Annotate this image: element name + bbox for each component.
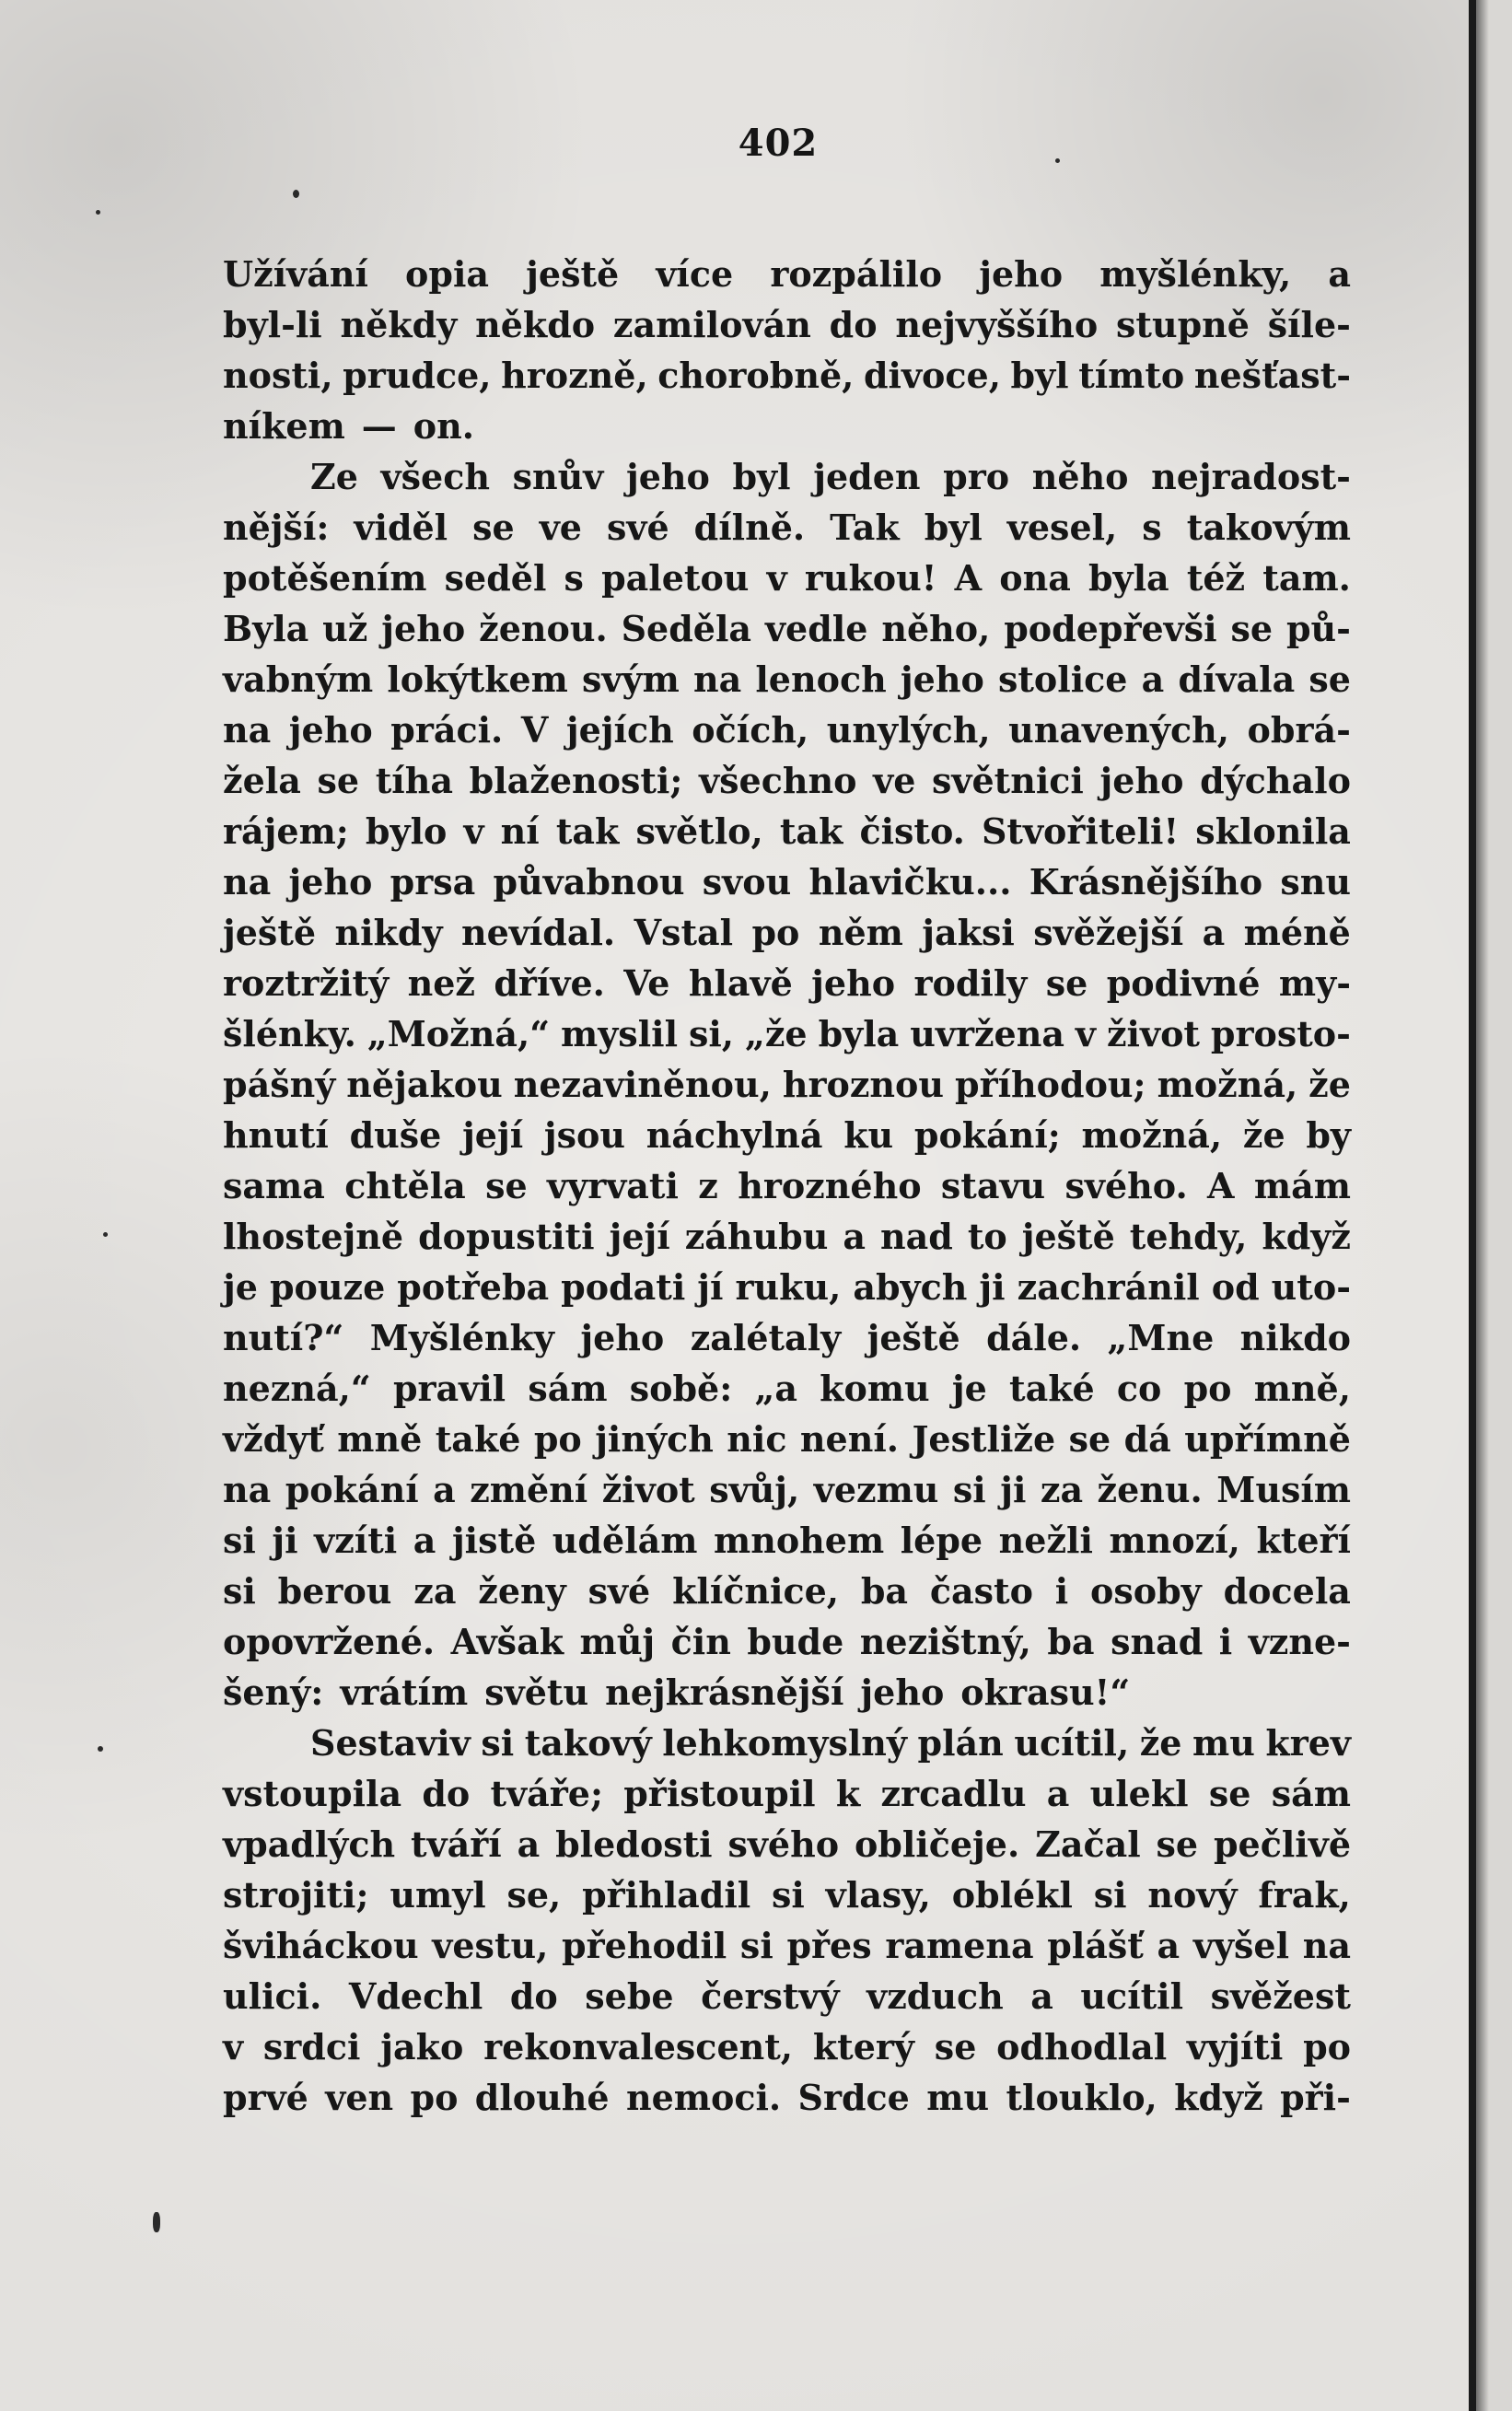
text-line: rájem; bylo v ní tak světlo, tak čisto. Stvořiteli! sklonila: [223, 810, 1351, 852]
text-line: hnutí duše její jsou náchylná ku pokání; možná, že by: [223, 1114, 1351, 1156]
text-line: šený: vrátím světu nejkrásnější jeho okrasu!“: [223, 1671, 1131, 1713]
text-line: Ze všech snův jeho byl jeden pro něho nejradost-: [310, 456, 1351, 497]
text-line: prvé ven po dlouhé nemoci. Srdce mu tlouklo, když při-: [223, 2077, 1351, 2118]
text-line: na pokání a změní život svůj, vezmu si ji za ženu. Musím: [223, 1469, 1351, 1510]
text-line: je pouze potřeba podati jí ruku, abych ji zachránil od uto-: [223, 1266, 1351, 1308]
page-text: [223, 249, 1351, 2123]
text-line: opovržené. Avšak můj čin bude nezištný, ba snad i vzne-: [223, 1621, 1351, 1662]
text-line: ještě nikdy nevídal. Vstal po něm jaksi svěžejší a méně: [223, 912, 1351, 953]
text-line: nutí?“ Myšlénky jeho zalétaly ještě dále. „Mne nikdo: [223, 1317, 1351, 1358]
text-line: pášný nějakou nezaviněnou, hroznou příhodou; možná, že: [223, 1064, 1351, 1105]
print-speck: [1055, 158, 1060, 163]
print-speck: [98, 1746, 103, 1752]
text-line: strojiti; umyl se, přihladil si vlasy, oblékl si nový frak,: [223, 1874, 1351, 1916]
text-line: si berou za ženy své klíčnice, ba často i osoby docela: [223, 1570, 1351, 1612]
print-speck: [293, 190, 299, 198]
text-line: Užívání opia ještě více rozpálilo jeho myšlénky, a: [223, 253, 1351, 295]
text-line: šlénky. „Možná,“ myslil si, „že byla uvržena v život prosto-: [223, 1013, 1351, 1054]
print-speck: [103, 1232, 108, 1237]
print-speck: [96, 210, 100, 215]
text-line: vpadlých tváří a bledosti svého obličeje. Začal se pečlivě: [223, 1823, 1351, 1865]
gutter-shadow: [1476, 0, 1489, 2411]
text-line: si ji vzíti a jistě udělám mnohem lépe nežli mnozí, kteří: [223, 1520, 1351, 1561]
text-line: na jeho prsa půvabnou svou hlavičku... Krásnějšího snu: [223, 861, 1351, 903]
page-edge: [1469, 0, 1476, 2411]
text-line: na jeho práci. V jejích očích, unylých, unavených, obrá-: [223, 709, 1351, 751]
text-line: potěšením seděl s paletou v rukou! A ona byla též tam.: [223, 557, 1351, 599]
text-line: nezná,“ pravil sám sobě: „a komu je také co po mně,: [223, 1368, 1351, 1409]
text-line: vabným lokýtkem svým na lenoch jeho stolice a dívala se: [223, 658, 1351, 700]
text-line: vstoupila do tváře; přistoupil k zrcadlu a ulekl se sám: [223, 1773, 1351, 1814]
text-line: lhostejně dopustiti její záhubu a nad to ještě tehdy, když: [223, 1216, 1351, 1257]
text-line: v srdci jako rekonvalescent, který se odhodlal vyjíti po: [223, 2026, 1351, 2067]
text-line: níkem — on.: [223, 405, 474, 447]
text-line: šviháckou vestu, přehodil si přes ramena plášť a vyšel na: [223, 1925, 1351, 1966]
text-line: žela se tíha blaženosti; všechno ve světnici jeho dýchalo: [223, 760, 1351, 801]
text-line: byl-li někdy někdo zamilován do nejvyššího stupně šíle-: [223, 304, 1351, 345]
print-speck: [153, 2212, 160, 2232]
text-line: nější: viděl se ve své dílně. Tak byl vesel, s takovým: [223, 507, 1351, 548]
text-line: sama chtěla se vyrvati z hrozného stavu svého. A mám: [223, 1165, 1351, 1206]
page-number: 402: [738, 122, 819, 165]
text-line: ulici. Vdechl do sebe čerstvý vzduch a ucítil svěžest: [223, 1975, 1351, 2017]
text-line: Sestaviv si takový lehkomyslný plán ucítil, že mu krev: [310, 1722, 1351, 1764]
text-line: roztržitý než dříve. Ve hlavě jeho rodily se podivné my-: [223, 962, 1351, 1004]
text-line: vždyť mně také po jiných nic není. Jestliže se dá upřímně: [223, 1418, 1351, 1460]
text-line: nosti, prudce, hrozně, chorobně, divoce, byl tímto nešťast-: [223, 355, 1351, 396]
text-line: Byla už jeho ženou. Seděla vedle něho, podepřevši se pů-: [223, 608, 1351, 649]
